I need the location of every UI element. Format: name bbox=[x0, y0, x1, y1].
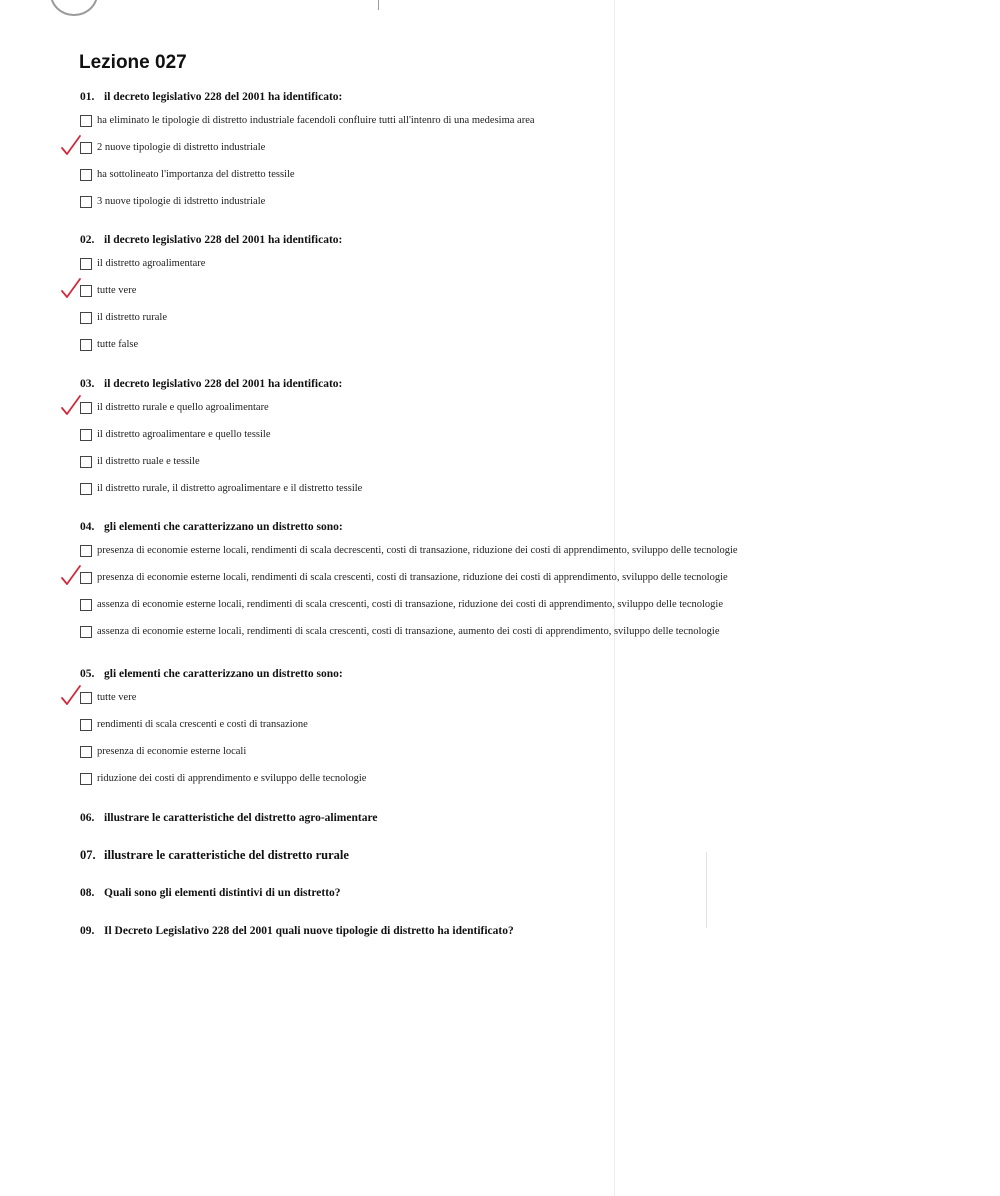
answer-option[interactable] bbox=[80, 454, 362, 481]
question-number: 06. bbox=[80, 812, 95, 824]
answer-option[interactable] bbox=[80, 717, 366, 744]
question-number: 05. bbox=[80, 668, 95, 680]
question-text: il decreto legislativo 228 del 2001 ha identificato: bbox=[104, 234, 343, 246]
answer-label: tutte false bbox=[97, 339, 139, 350]
answer-option[interactable] bbox=[80, 400, 362, 427]
question-01 bbox=[80, 87, 535, 221]
answer-checkbox[interactable] bbox=[80, 456, 92, 468]
scan-mark-line bbox=[706, 852, 707, 928]
answer-option[interactable] bbox=[80, 771, 366, 798]
question-number: 08. bbox=[80, 887, 95, 899]
question-number: 03. bbox=[80, 378, 95, 390]
question-09 bbox=[80, 921, 514, 941]
answer-checkbox[interactable] bbox=[80, 339, 92, 351]
answer-label: il distretto rurale e quello agroalimentare bbox=[97, 402, 269, 413]
answer-label: 2 nuove tipologie di distretto industriale bbox=[97, 142, 266, 153]
answer-option[interactable] bbox=[80, 597, 738, 624]
answer-option[interactable] bbox=[80, 427, 362, 454]
university-logo bbox=[50, 0, 98, 16]
answer-checkbox[interactable] bbox=[80, 429, 92, 441]
question-number: 07. bbox=[80, 848, 96, 862]
answer-option[interactable] bbox=[80, 481, 362, 508]
checkmark-icon bbox=[60, 134, 82, 158]
answer-checkbox[interactable] bbox=[80, 773, 92, 785]
answer-label: presenza di economie esterne locali, rendimenti di scala decrescenti, costi di transazione, riduzione dei costi di apprendimento, sviluppo delle tecnologie bbox=[97, 545, 738, 556]
answer-label: ha sottolineato l'importanza del distretto tessile bbox=[97, 169, 295, 180]
answer-label: il distretto agroalimentare bbox=[97, 258, 206, 269]
header-divider bbox=[378, 0, 379, 10]
checkmark-icon bbox=[60, 394, 82, 418]
question-text: gli elementi che caratterizzano un distretto sono: bbox=[104, 668, 343, 680]
question-number: 02. bbox=[80, 234, 95, 246]
question-title bbox=[80, 374, 362, 394]
question-title bbox=[80, 808, 377, 828]
question-title bbox=[80, 845, 349, 865]
question-06 bbox=[80, 808, 377, 828]
answer-checkbox[interactable] bbox=[80, 258, 92, 270]
answer-label: presenza di economie esterne locali bbox=[97, 746, 247, 757]
lesson-title: Lezione 027 bbox=[79, 52, 187, 73]
answer-checkbox[interactable] bbox=[80, 746, 92, 758]
question-03 bbox=[80, 374, 362, 508]
answer-checkbox[interactable] bbox=[80, 545, 92, 557]
question-text: il decreto legislativo 228 del 2001 ha identificato: bbox=[104, 378, 343, 390]
answer-label: tutte vere bbox=[97, 285, 137, 296]
question-04 bbox=[80, 517, 738, 651]
answer-option[interactable] bbox=[80, 543, 738, 570]
answer-option[interactable] bbox=[80, 310, 342, 337]
question-title bbox=[80, 517, 738, 537]
question-02 bbox=[80, 230, 342, 364]
checkmark-icon bbox=[60, 684, 82, 708]
answer-label: il distretto ruale e tessile bbox=[97, 456, 200, 467]
answer-label: il distretto agroalimentare e quello tessile bbox=[97, 429, 271, 440]
question-number: 01. bbox=[80, 91, 95, 103]
answer-option[interactable] bbox=[80, 256, 342, 283]
question-title bbox=[80, 921, 514, 941]
question-text: illustrare le caratteristiche del distretto agro-alimentare bbox=[104, 812, 378, 824]
answer-label: assenza di economie esterne locali, rendimenti di scala crescenti, costi di transazione, riduzione dei costi di apprendimento, sviluppo delle tecnologie bbox=[97, 599, 723, 610]
answer-option[interactable] bbox=[80, 690, 366, 717]
answer-option[interactable] bbox=[80, 194, 535, 221]
answer-checkbox[interactable] bbox=[80, 483, 92, 495]
question-05 bbox=[80, 664, 366, 798]
question-title bbox=[80, 883, 341, 903]
answer-label: assenza di economie esterne locali, rendimenti di scala crescenti, costi di transazione, aumento dei costi di apprendimento, sviluppo delle tecnologie bbox=[97, 626, 720, 637]
answer-checkbox[interactable] bbox=[80, 626, 92, 638]
question-07 bbox=[80, 845, 349, 865]
answer-label: 3 nuove tipologie di idstretto industriale bbox=[97, 196, 266, 207]
question-title bbox=[80, 87, 535, 107]
checkmark-icon bbox=[60, 277, 82, 301]
answer-checkbox[interactable] bbox=[80, 599, 92, 611]
answer-label: riduzione dei costi di apprendimento e sviluppo delle tecnologie bbox=[97, 773, 367, 784]
answer-option[interactable] bbox=[80, 167, 535, 194]
answer-option[interactable] bbox=[80, 570, 738, 597]
answer-label: ha eliminato le tipologie di distretto industriale facendoli confluire tutti all'intenro di una medesima area bbox=[97, 115, 535, 126]
answer-label: il distretto rurale, il distretto agroalimentare e il distretto tessile bbox=[97, 483, 363, 494]
question-title bbox=[80, 230, 342, 250]
question-number: 09. bbox=[80, 925, 95, 937]
question-08 bbox=[80, 883, 341, 903]
answer-option[interactable] bbox=[80, 283, 342, 310]
answer-option[interactable] bbox=[80, 744, 366, 771]
answer-checkbox[interactable] bbox=[80, 312, 92, 324]
question-text: Il Decreto Legislativo 228 del 2001 quali nuove tipologie di distretto ha identificato? bbox=[104, 925, 514, 937]
question-text: Quali sono gli elementi distintivi di un distretto? bbox=[104, 887, 341, 899]
answer-option[interactable] bbox=[80, 337, 342, 364]
question-text: illustrare le caratteristiche del distretto rurale bbox=[104, 848, 349, 862]
question-text: il decreto legislativo 228 del 2001 ha identificato: bbox=[104, 91, 343, 103]
answer-label: tutte vere bbox=[97, 692, 137, 703]
answer-checkbox[interactable] bbox=[80, 719, 92, 731]
answer-option[interactable] bbox=[80, 624, 738, 651]
answer-option[interactable] bbox=[80, 140, 535, 167]
question-text: gli elementi che caratterizzano un distretto sono: bbox=[104, 521, 343, 533]
question-title bbox=[80, 664, 366, 684]
checkmark-icon bbox=[60, 564, 82, 588]
answer-checkbox[interactable] bbox=[80, 115, 92, 127]
question-number: 04. bbox=[80, 521, 95, 533]
answer-checkbox[interactable] bbox=[80, 196, 92, 208]
answer-label: il distretto rurale bbox=[97, 312, 167, 323]
answer-checkbox[interactable] bbox=[80, 169, 92, 181]
answer-label: presenza di economie esterne locali, rendimenti di scala crescenti, costi di transazione, riduzione dei costi di apprendimento, sviluppo delle tecnologie bbox=[97, 572, 728, 583]
answer-label: rendimenti di scala crescenti e costi di transazione bbox=[97, 719, 308, 730]
answer-option[interactable] bbox=[80, 113, 535, 140]
